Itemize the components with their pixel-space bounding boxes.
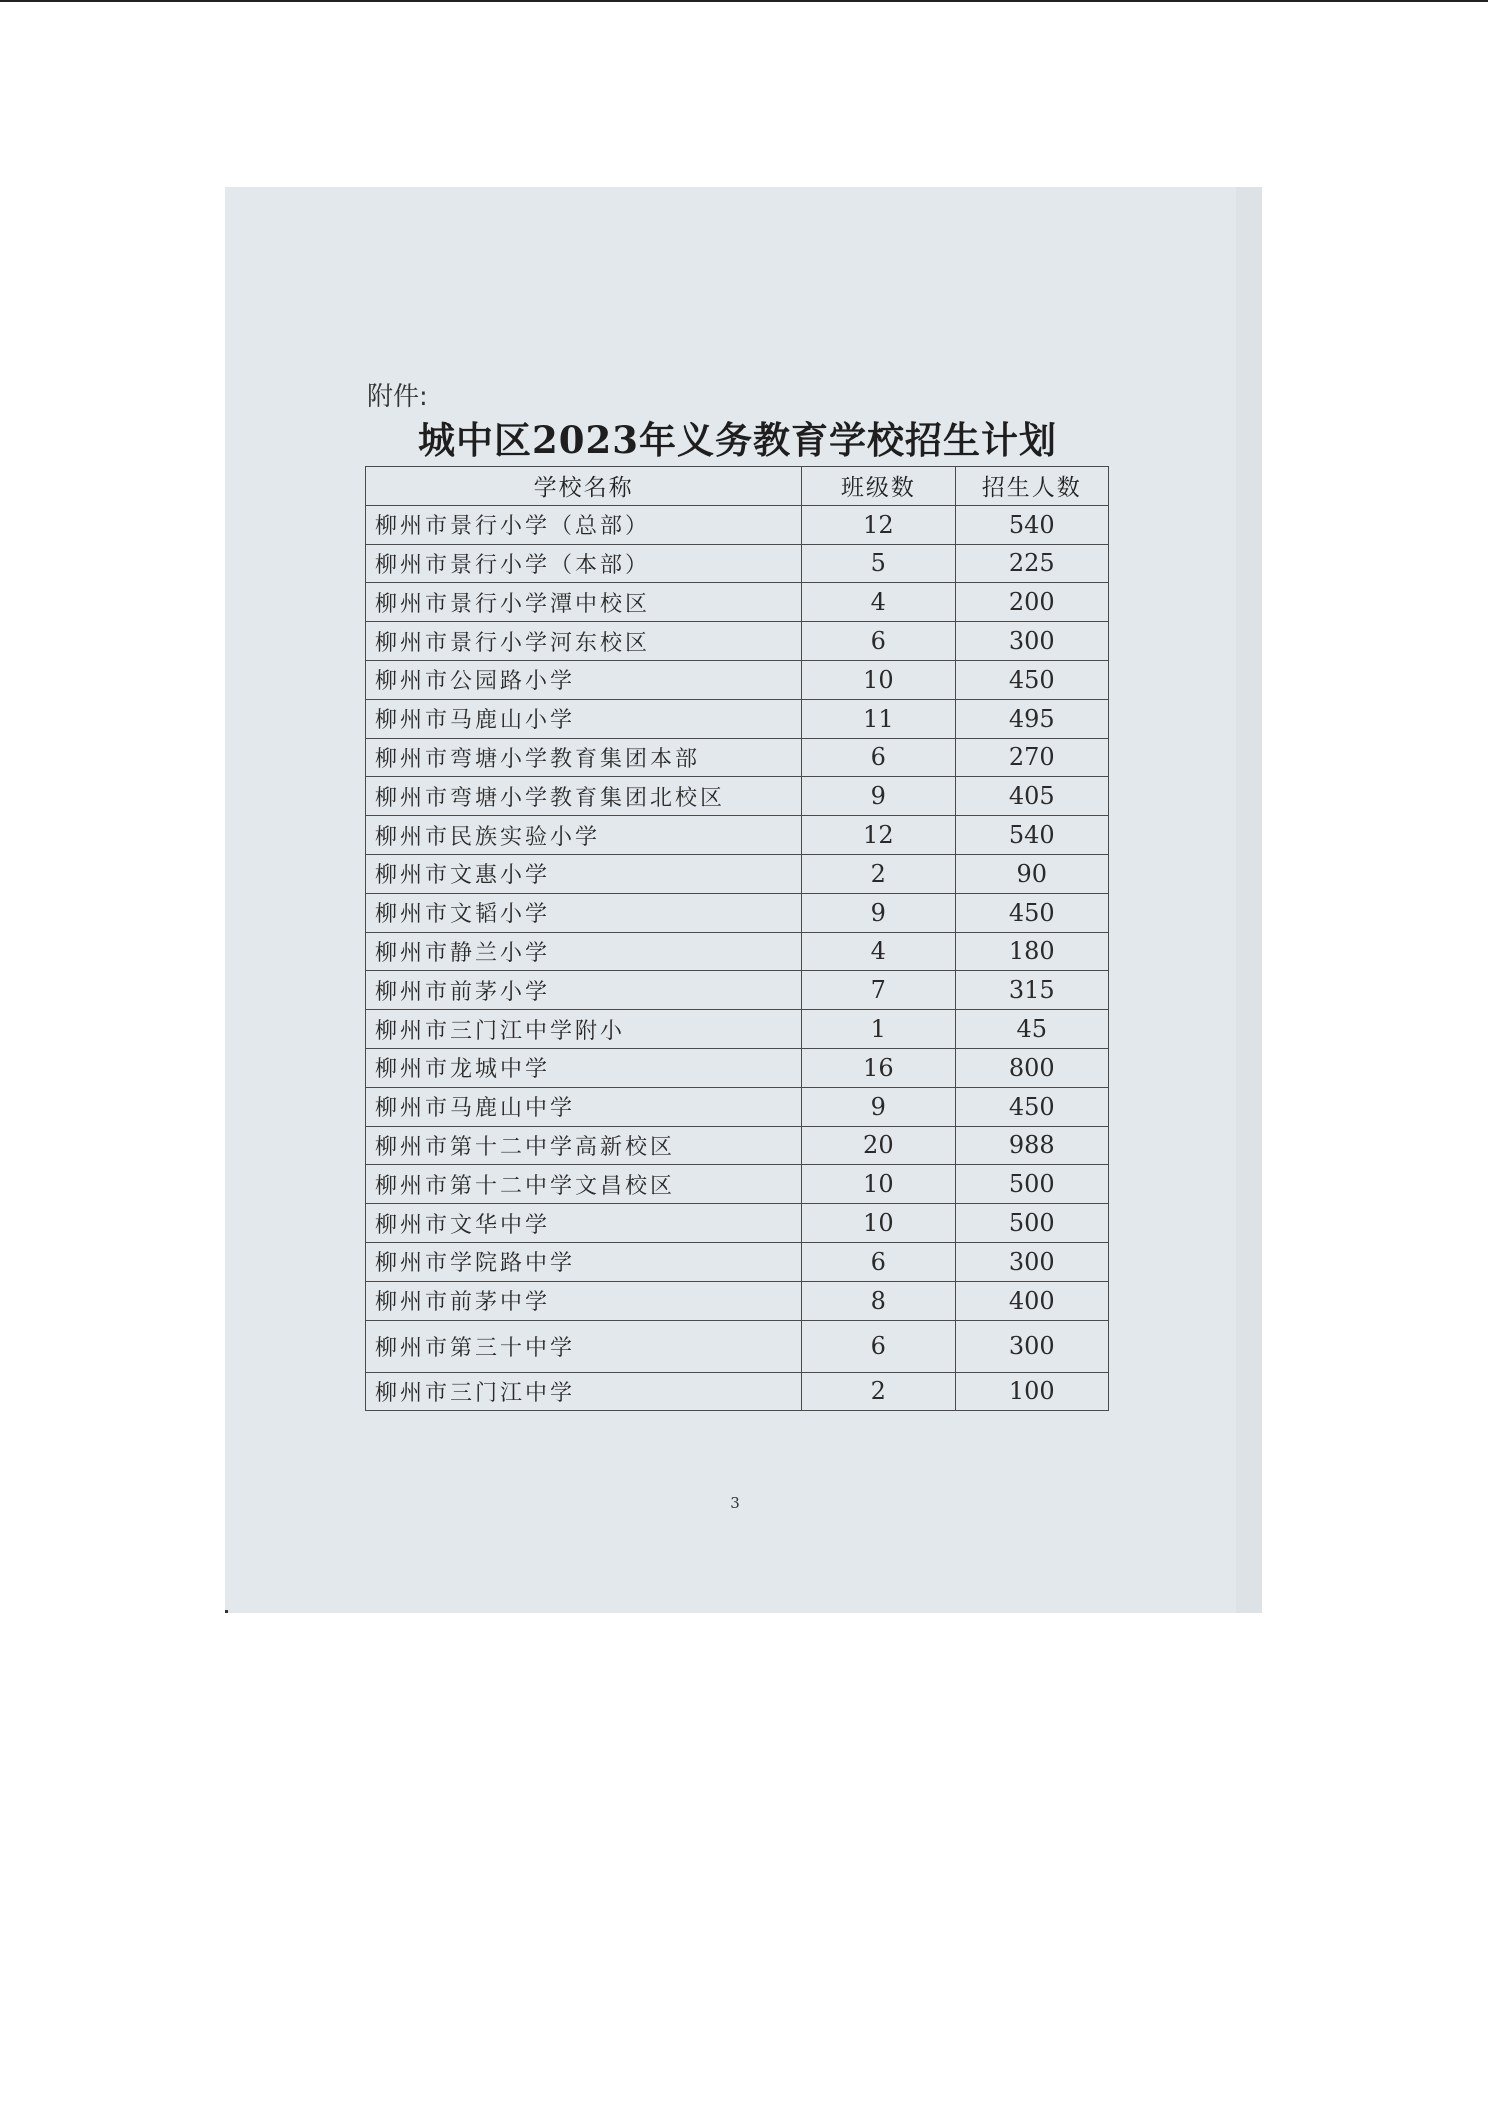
- table-row: [366, 777, 1109, 816]
- school-name-cell: 柳州市三门江中学附小: [366, 1010, 802, 1049]
- enrollment-cell: 45: [955, 1010, 1108, 1049]
- school-name-cell: 柳州市静兰小学: [366, 932, 802, 971]
- table-row: [366, 1048, 1109, 1087]
- school-name-cell: 柳州市第十二中学文昌校区: [366, 1165, 802, 1204]
- page-number: 3: [730, 1494, 740, 1512]
- class-count-cell: 1: [802, 1010, 955, 1049]
- enrollment-cell: 90: [955, 854, 1108, 893]
- table-row: [366, 660, 1109, 699]
- class-count-cell: 7: [802, 971, 955, 1010]
- enrollment-cell: 180: [955, 932, 1108, 971]
- class-count-cell: 9: [802, 893, 955, 932]
- enrollment-cell: 800: [955, 1048, 1108, 1087]
- enrollment-cell: 400: [955, 1281, 1108, 1320]
- scan-edge-strip: [1236, 187, 1262, 1613]
- class-count-cell: 12: [802, 816, 955, 855]
- table-row: [366, 1242, 1109, 1281]
- class-count-cell: 4: [802, 583, 955, 622]
- header-enrollment: 招生人数: [955, 467, 1108, 506]
- enrollment-cell: 315: [955, 971, 1108, 1010]
- class-count-cell: 10: [802, 1204, 955, 1243]
- class-count-cell: 20: [802, 1126, 955, 1165]
- school-name-cell: 柳州市弯塘小学教育集团本部: [366, 738, 802, 777]
- enrollment-cell: 225: [955, 544, 1108, 583]
- enrollment-cell: 100: [955, 1372, 1108, 1411]
- table-row: [366, 1010, 1109, 1049]
- header-class-count: 班级数: [802, 467, 955, 506]
- table-row: [366, 1204, 1109, 1243]
- class-count-cell: 11: [802, 699, 955, 738]
- class-count-cell: 10: [802, 1165, 955, 1204]
- enrollment-cell: 540: [955, 505, 1108, 544]
- table-row: [366, 816, 1109, 855]
- school-name-cell: 柳州市第十二中学高新校区: [366, 1126, 802, 1165]
- enrollment-cell: 300: [955, 622, 1108, 661]
- class-count-cell: 6: [802, 1242, 955, 1281]
- table-row: [366, 1372, 1109, 1411]
- school-name-cell: 柳州市学院路中学: [366, 1242, 802, 1281]
- enrollment-cell: 495: [955, 699, 1108, 738]
- class-count-cell: 2: [802, 1372, 955, 1411]
- enrollment-cell: 450: [955, 1087, 1108, 1126]
- table-row: [366, 1320, 1109, 1372]
- class-count-cell: 6: [802, 1320, 955, 1372]
- enrollment-cell: 300: [955, 1320, 1108, 1372]
- table-row: [366, 1087, 1109, 1126]
- school-name-cell: 柳州市马鹿山小学: [366, 699, 802, 738]
- table-row: [366, 738, 1109, 777]
- school-name-cell: 柳州市景行小学河东校区: [366, 622, 802, 661]
- table-row: [366, 1126, 1109, 1165]
- enrollment-cell: 450: [955, 893, 1108, 932]
- school-name-cell: 柳州市公园路小学: [366, 660, 802, 699]
- document-title: 城中区2023年义务教育学校招生计划: [418, 418, 1057, 462]
- school-name-cell: 柳州市第三十中学: [366, 1320, 802, 1372]
- school-name-cell: 柳州市前茅小学: [366, 971, 802, 1010]
- header-school-name: 学校名称: [366, 467, 802, 506]
- table-row: [366, 505, 1109, 544]
- class-count-cell: 12: [802, 505, 955, 544]
- school-name-cell: 柳州市文华中学: [366, 1204, 802, 1243]
- enrollment-cell: 200: [955, 583, 1108, 622]
- class-count-cell: 9: [802, 777, 955, 816]
- class-count-cell: 6: [802, 622, 955, 661]
- enrollment-cell: 540: [955, 816, 1108, 855]
- table-body: [366, 505, 1109, 1411]
- table-row: [366, 1281, 1109, 1320]
- enrollment-cell: 500: [955, 1204, 1108, 1243]
- table-row: [366, 854, 1109, 893]
- class-count-cell: 6: [802, 738, 955, 777]
- school-name-cell: 柳州市龙城中学: [366, 1048, 802, 1087]
- table-row: [366, 971, 1109, 1010]
- class-count-cell: 16: [802, 1048, 955, 1087]
- class-count-cell: 2: [802, 854, 955, 893]
- table-row: [366, 544, 1109, 583]
- school-name-cell: 柳州市文惠小学: [366, 854, 802, 893]
- school-name-cell: 柳州市景行小学潭中校区: [366, 583, 802, 622]
- table-row: [366, 699, 1109, 738]
- school-name-cell: 柳州市文韬小学: [366, 893, 802, 932]
- school-name-cell: 柳州市景行小学（本部）: [366, 544, 802, 583]
- class-count-cell: 10: [802, 660, 955, 699]
- class-count-cell: 8: [802, 1281, 955, 1320]
- scan-corner-mark: [225, 1610, 228, 1613]
- school-name-cell: 柳州市三门江中学: [366, 1372, 802, 1411]
- enrollment-cell: 450: [955, 660, 1108, 699]
- enrollment-cell: 270: [955, 738, 1108, 777]
- enrollment-cell: 300: [955, 1242, 1108, 1281]
- table-row: [366, 893, 1109, 932]
- school-name-cell: 柳州市前茅中学: [366, 1281, 802, 1320]
- school-name-cell: 柳州市景行小学（总部）: [366, 505, 802, 544]
- class-count-cell: 4: [802, 932, 955, 971]
- enrollment-cell: 988: [955, 1126, 1108, 1165]
- school-name-cell: 柳州市马鹿山中学: [366, 1087, 802, 1126]
- scan-top-edge: [0, 0, 1488, 2]
- school-name-cell: 柳州市民族实验小学: [366, 816, 802, 855]
- enrollment-plan-table: [365, 466, 1109, 1411]
- table-row: [366, 1165, 1109, 1204]
- enrollment-cell: 405: [955, 777, 1108, 816]
- table-row: [366, 622, 1109, 661]
- enrollment-cell: 500: [955, 1165, 1108, 1204]
- school-name-cell: 柳州市弯塘小学教育集团北校区: [366, 777, 802, 816]
- class-count-cell: 9: [802, 1087, 955, 1126]
- table-row: [366, 932, 1109, 971]
- table-header-row: [366, 467, 1109, 506]
- attachment-label: 附件:: [367, 382, 428, 412]
- class-count-cell: 5: [802, 544, 955, 583]
- table-row: [366, 583, 1109, 622]
